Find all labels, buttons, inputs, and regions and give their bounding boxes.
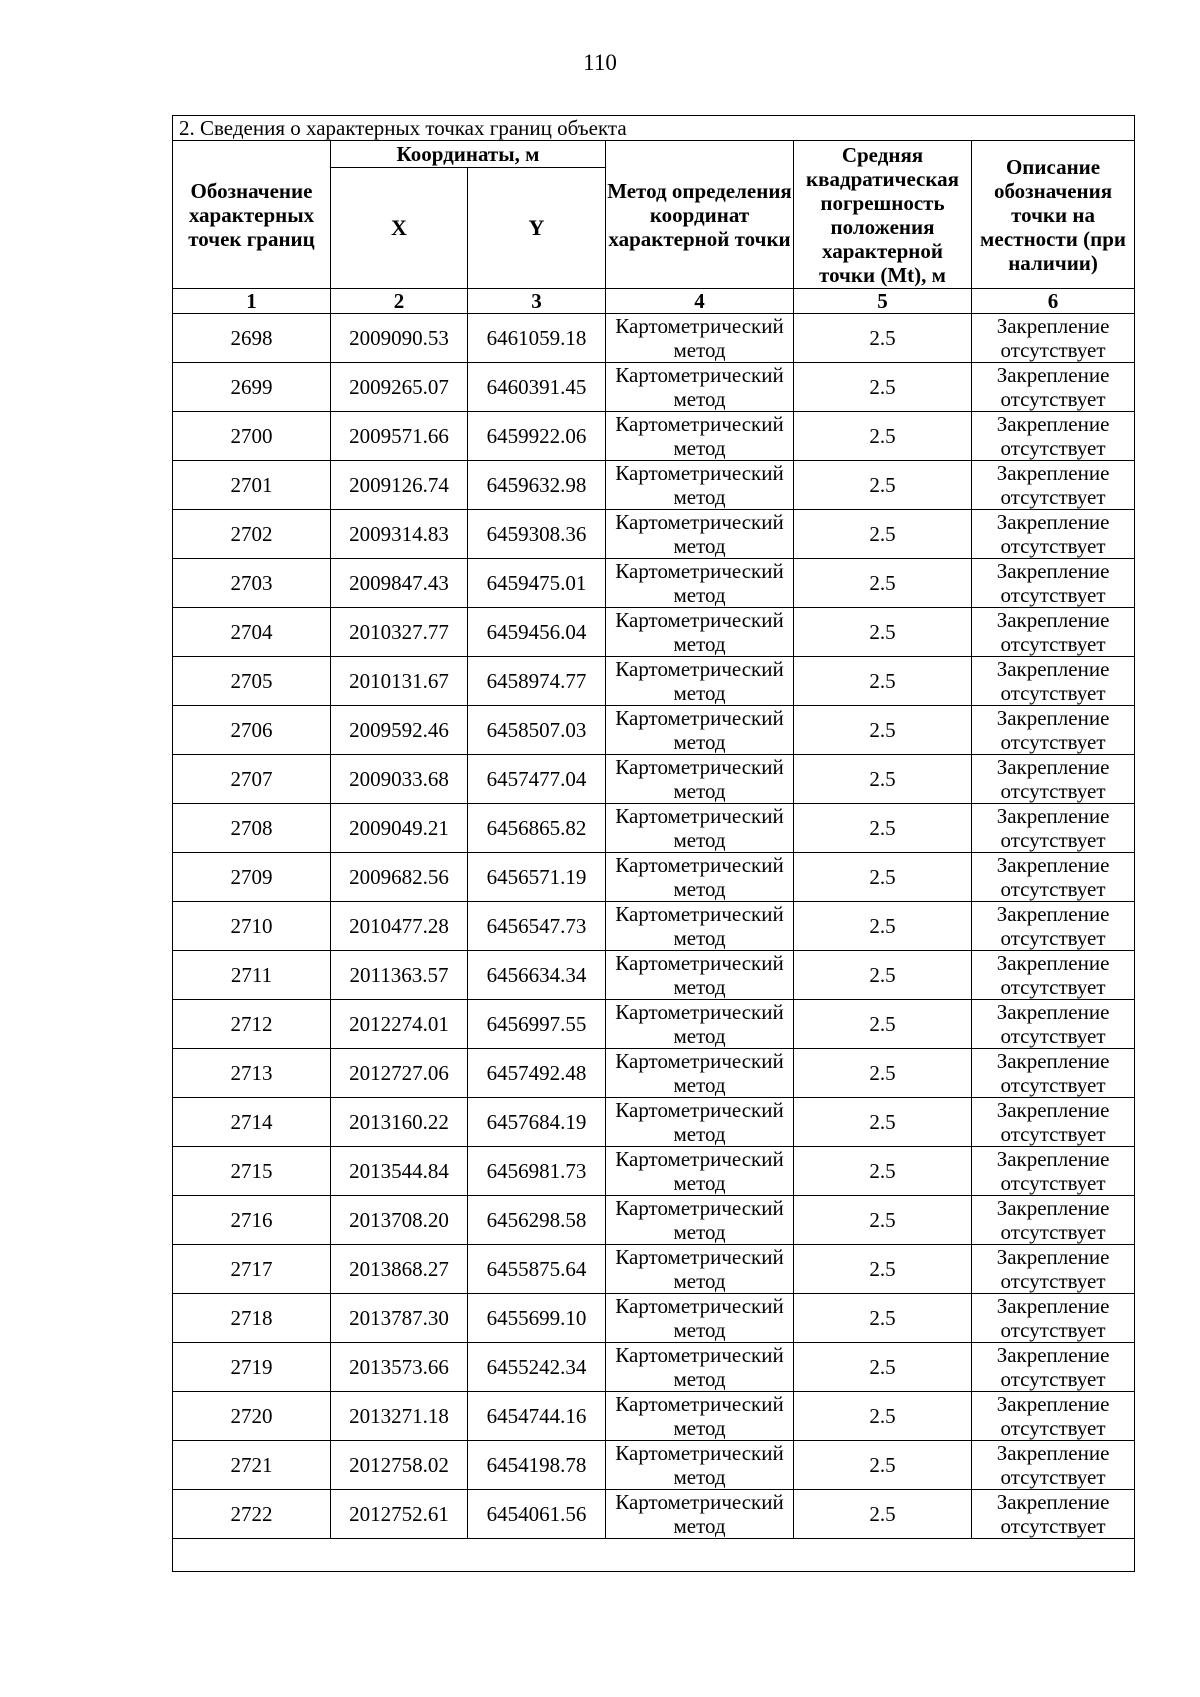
- method-cell: Картометрический метод: [606, 559, 794, 608]
- x-coordinate-cell: 2013271.18: [331, 1392, 468, 1441]
- header-description: Описание обозначения точки на местности (при наличии): [972, 141, 1135, 289]
- description-cell: Закрепление отсутствует: [972, 951, 1135, 1000]
- y-coordinate-cell: 6456865.82: [468, 804, 606, 853]
- point-id-cell: 2720: [173, 1392, 331, 1441]
- x-coordinate-cell: 2009682.56: [331, 853, 468, 902]
- point-id-cell: 2706: [173, 706, 331, 755]
- y-coordinate-cell: 6456997.55: [468, 1000, 606, 1049]
- point-id-cell: 2713: [173, 1049, 331, 1098]
- y-coordinate-cell: 6454198.78: [468, 1441, 606, 1490]
- description-cell: Закрепление отсутствует: [972, 853, 1135, 902]
- error-cell: 2.5: [794, 755, 972, 804]
- description-cell: Закрепление отсутствует: [972, 902, 1135, 951]
- y-coordinate-cell: 6459922.06: [468, 412, 606, 461]
- empty-footer-row: [173, 1539, 1135, 1572]
- y-coordinate-cell: 6456547.73: [468, 902, 606, 951]
- description-cell: Закрепление отсутствует: [972, 412, 1135, 461]
- table-row: [173, 902, 1135, 951]
- y-coordinate-cell: 6459308.36: [468, 510, 606, 559]
- description-cell: Закрепление отсутствует: [972, 1098, 1135, 1147]
- method-cell: Картометрический метод: [606, 1196, 794, 1245]
- error-cell: 2.5: [794, 1245, 972, 1294]
- method-cell: Картометрический метод: [606, 1049, 794, 1098]
- point-id-cell: 2712: [173, 1000, 331, 1049]
- y-coordinate-cell: 6459475.01: [468, 559, 606, 608]
- error-cell: 2.5: [794, 1343, 972, 1392]
- y-coordinate-cell: 6457684.19: [468, 1098, 606, 1147]
- error-cell: 2.5: [794, 412, 972, 461]
- method-cell: Картометрический метод: [606, 1294, 794, 1343]
- x-coordinate-cell: 2013787.30: [331, 1294, 468, 1343]
- x-coordinate-cell: 2009090.53: [331, 314, 468, 363]
- description-cell: Закрепление отсутствует: [972, 1196, 1135, 1245]
- method-cell: Картометрический метод: [606, 1000, 794, 1049]
- table-row: [173, 314, 1135, 363]
- table-row: [173, 608, 1135, 657]
- y-coordinate-cell: 6458507.03: [468, 706, 606, 755]
- table-row: [173, 1343, 1135, 1392]
- table-row: [173, 363, 1135, 412]
- x-coordinate-cell: 2009847.43: [331, 559, 468, 608]
- table-row: [173, 1294, 1135, 1343]
- method-cell: Картометрический метод: [606, 1098, 794, 1147]
- point-id-cell: 2698: [173, 314, 331, 363]
- point-id-cell: 2701: [173, 461, 331, 510]
- x-coordinate-cell: 2009592.46: [331, 706, 468, 755]
- x-coordinate-cell: 2009314.83: [331, 510, 468, 559]
- method-cell: Картометрический метод: [606, 1392, 794, 1441]
- method-cell: Картометрический метод: [606, 706, 794, 755]
- point-id-cell: 2714: [173, 1098, 331, 1147]
- table-row: [173, 1049, 1135, 1098]
- y-coordinate-cell: 6459632.98: [468, 461, 606, 510]
- method-cell: Картометрический метод: [606, 1441, 794, 1490]
- table-row: [173, 559, 1135, 608]
- description-cell: Закрепление отсутствует: [972, 1441, 1135, 1490]
- y-coordinate-cell: 6455699.10: [468, 1294, 606, 1343]
- header-point-designation: Обозначение характерных точек границ: [173, 141, 331, 289]
- point-id-cell: 2699: [173, 363, 331, 412]
- description-cell: Закрепление отсутствует: [972, 363, 1135, 412]
- description-cell: Закрепление отсутствует: [972, 706, 1135, 755]
- empty-cell: [173, 1539, 1135, 1572]
- x-coordinate-cell: 2013573.66: [331, 1343, 468, 1392]
- point-id-cell: 2718: [173, 1294, 331, 1343]
- error-cell: 2.5: [794, 1147, 972, 1196]
- method-cell: Картометрический метод: [606, 951, 794, 1000]
- description-cell: Закрепление отсутствует: [972, 657, 1135, 706]
- point-id-cell: 2721: [173, 1441, 331, 1490]
- error-cell: 2.5: [794, 706, 972, 755]
- x-coordinate-cell: 2009265.07: [331, 363, 468, 412]
- error-cell: 2.5: [794, 951, 972, 1000]
- x-coordinate-cell: 2009049.21: [331, 804, 468, 853]
- method-cell: Картометрический метод: [606, 853, 794, 902]
- table-row: [173, 657, 1135, 706]
- x-coordinate-cell: 2010131.67: [331, 657, 468, 706]
- column-number: 6: [972, 289, 1135, 314]
- description-cell: Закрепление отсутствует: [972, 1392, 1135, 1441]
- point-id-cell: 2719: [173, 1343, 331, 1392]
- error-cell: 2.5: [794, 1392, 972, 1441]
- y-coordinate-cell: 6460391.45: [468, 363, 606, 412]
- point-id-cell: 2702: [173, 510, 331, 559]
- method-cell: Картометрический метод: [606, 804, 794, 853]
- method-cell: Картометрический метод: [606, 1343, 794, 1392]
- error-cell: 2.5: [794, 1196, 972, 1245]
- error-cell: 2.5: [794, 1049, 972, 1098]
- method-cell: Картометрический метод: [606, 1245, 794, 1294]
- description-cell: Закрепление отсутствует: [972, 1343, 1135, 1392]
- header-coordinates: Координаты, м: [331, 141, 606, 168]
- header-x: X: [331, 168, 468, 289]
- description-cell: Закрепление отсутствует: [972, 1000, 1135, 1049]
- description-cell: Закрепление отсутствует: [972, 510, 1135, 559]
- description-cell: Закрепление отсутствует: [972, 314, 1135, 363]
- method-cell: Картометрический метод: [606, 1490, 794, 1539]
- y-coordinate-cell: 6455242.34: [468, 1343, 606, 1392]
- x-coordinate-cell: 2013544.84: [331, 1147, 468, 1196]
- point-id-cell: 2703: [173, 559, 331, 608]
- column-number: 5: [794, 289, 972, 314]
- description-cell: Закрепление отсутствует: [972, 1294, 1135, 1343]
- error-cell: 2.5: [794, 608, 972, 657]
- error-cell: 2.5: [794, 657, 972, 706]
- table-row: [173, 1441, 1135, 1490]
- table-row: [173, 804, 1135, 853]
- y-coordinate-cell: 6456981.73: [468, 1147, 606, 1196]
- table-row: [173, 1000, 1135, 1049]
- method-cell: Картометрический метод: [606, 412, 794, 461]
- y-coordinate-cell: 6456634.34: [468, 951, 606, 1000]
- error-cell: 2.5: [794, 559, 972, 608]
- column-number: 3: [468, 289, 606, 314]
- method-cell: Картометрический метод: [606, 461, 794, 510]
- table-row: [173, 510, 1135, 559]
- section-title: 2. Сведения о характерных точках границ объекта: [173, 116, 1135, 141]
- table-body: [173, 314, 1135, 1539]
- x-coordinate-cell: 2010477.28: [331, 902, 468, 951]
- y-coordinate-cell: 6457492.48: [468, 1049, 606, 1098]
- y-coordinate-cell: 6455875.64: [468, 1245, 606, 1294]
- table-row: [173, 1392, 1135, 1441]
- x-coordinate-cell: 2012727.06: [331, 1049, 468, 1098]
- error-cell: 2.5: [794, 804, 972, 853]
- x-coordinate-cell: 2010327.77: [331, 608, 468, 657]
- x-coordinate-cell: 2009033.68: [331, 755, 468, 804]
- description-cell: Закрепление отсутствует: [972, 1245, 1135, 1294]
- method-cell: Картометрический метод: [606, 510, 794, 559]
- x-coordinate-cell: 2013708.20: [331, 1196, 468, 1245]
- description-cell: Закрепление отсутствует: [972, 804, 1135, 853]
- description-cell: Закрепление отсутствует: [972, 755, 1135, 804]
- description-cell: Закрепление отсутствует: [972, 608, 1135, 657]
- error-cell: 2.5: [794, 902, 972, 951]
- method-cell: Картометрический метод: [606, 755, 794, 804]
- description-cell: Закрепление отсутствует: [972, 461, 1135, 510]
- error-cell: 2.5: [794, 853, 972, 902]
- method-cell: Картометрический метод: [606, 314, 794, 363]
- y-coordinate-cell: 6458974.77: [468, 657, 606, 706]
- column-number: 1: [173, 289, 331, 314]
- table-row: [173, 951, 1135, 1000]
- method-cell: Картометрический метод: [606, 608, 794, 657]
- y-coordinate-cell: 6461059.18: [468, 314, 606, 363]
- error-cell: 2.5: [794, 1294, 972, 1343]
- table-row: [173, 853, 1135, 902]
- table-row: [173, 1147, 1135, 1196]
- column-number: 4: [606, 289, 794, 314]
- point-id-cell: 2700: [173, 412, 331, 461]
- method-cell: Картометрический метод: [606, 1147, 794, 1196]
- table-title-row: [173, 116, 1135, 141]
- error-cell: 2.5: [794, 1490, 972, 1539]
- table-row: [173, 1196, 1135, 1245]
- x-coordinate-cell: 2009571.66: [331, 412, 468, 461]
- x-coordinate-cell: 2009126.74: [331, 461, 468, 510]
- table-row: [173, 1490, 1135, 1539]
- table-row: [173, 1245, 1135, 1294]
- error-cell: 2.5: [794, 461, 972, 510]
- error-cell: 2.5: [794, 1441, 972, 1490]
- y-coordinate-cell: 6454744.16: [468, 1392, 606, 1441]
- y-coordinate-cell: 6456571.19: [468, 853, 606, 902]
- error-cell: 2.5: [794, 314, 972, 363]
- table-row: [173, 706, 1135, 755]
- header-error: Средняя квадратическая погрешность положения характерной точки (Mt), м: [794, 141, 972, 289]
- boundary-points-table: [172, 115, 1135, 1572]
- x-coordinate-cell: 2013160.22: [331, 1098, 468, 1147]
- method-cell: Картометрический метод: [606, 657, 794, 706]
- x-coordinate-cell: 2012274.01: [331, 1000, 468, 1049]
- table-row: [173, 1098, 1135, 1147]
- column-number-row: [173, 289, 1135, 314]
- description-cell: Закрепление отсутствует: [972, 1490, 1135, 1539]
- error-cell: 2.5: [794, 1000, 972, 1049]
- point-id-cell: 2704: [173, 608, 331, 657]
- y-coordinate-cell: 6459456.04: [468, 608, 606, 657]
- x-coordinate-cell: 2012752.61: [331, 1490, 468, 1539]
- point-id-cell: 2710: [173, 902, 331, 951]
- header-y: Y: [468, 168, 606, 289]
- error-cell: 2.5: [794, 363, 972, 412]
- point-id-cell: 2709: [173, 853, 331, 902]
- y-coordinate-cell: 6456298.58: [468, 1196, 606, 1245]
- table-row: [173, 461, 1135, 510]
- method-cell: Картометрический метод: [606, 902, 794, 951]
- x-coordinate-cell: 2013868.27: [331, 1245, 468, 1294]
- y-coordinate-cell: 6454061.56: [468, 1490, 606, 1539]
- description-cell: Закрепление отсутствует: [972, 559, 1135, 608]
- header-method: Метод определения координат характерной точки: [606, 141, 794, 289]
- point-id-cell: 2722: [173, 1490, 331, 1539]
- point-id-cell: 2715: [173, 1147, 331, 1196]
- error-cell: 2.5: [794, 510, 972, 559]
- y-coordinate-cell: 6457477.04: [468, 755, 606, 804]
- point-id-cell: 2711: [173, 951, 331, 1000]
- point-id-cell: 2705: [173, 657, 331, 706]
- table-row: [173, 755, 1135, 804]
- description-cell: Закрепление отсутствует: [972, 1049, 1135, 1098]
- point-id-cell: 2717: [173, 1245, 331, 1294]
- point-id-cell: 2716: [173, 1196, 331, 1245]
- x-coordinate-cell: 2012758.02: [331, 1441, 468, 1490]
- description-cell: Закрепление отсутствует: [972, 1147, 1135, 1196]
- x-coordinate-cell: 2011363.57: [331, 951, 468, 1000]
- page-number: 110: [583, 50, 617, 75]
- header-row-1: [173, 141, 1135, 168]
- table-row: [173, 412, 1135, 461]
- error-cell: 2.5: [794, 1098, 972, 1147]
- method-cell: Картометрический метод: [606, 363, 794, 412]
- point-id-cell: 2707: [173, 755, 331, 804]
- column-number: 2: [331, 289, 468, 314]
- point-id-cell: 2708: [173, 804, 331, 853]
